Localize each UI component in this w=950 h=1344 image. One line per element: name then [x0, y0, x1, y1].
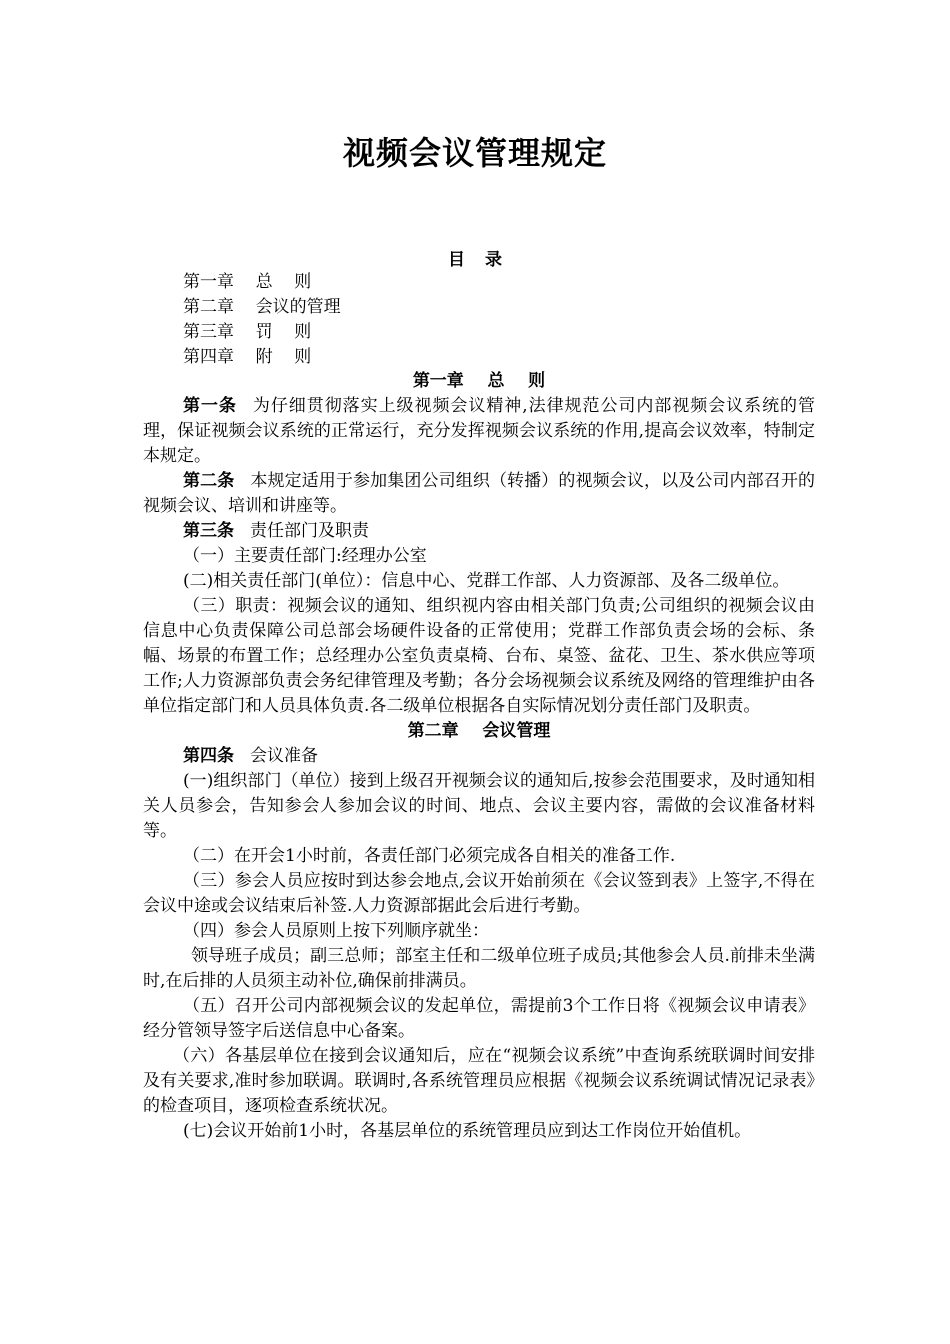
clause: （一）主要责任部门:经理办公室 — [183, 546, 427, 566]
document-body — [143, 369, 815, 1144]
chapter-2-heading: 第二章 会议管理 — [407, 721, 551, 741]
article-text: 会议准备 — [250, 746, 318, 766]
toc-item: 第三章 罚 则 — [183, 322, 312, 342]
clause: (七)会议开始前1小时，各基层单位的系统管理员应到达工作岗位开始值机。 — [183, 1121, 752, 1141]
clause: （四）参会人员原则上按下列顺序就坐： — [183, 921, 489, 941]
article-label: 第三条 — [183, 521, 234, 541]
article-label: 第一条 — [183, 396, 237, 416]
article-label: 第二条 — [183, 471, 235, 491]
chapter-1-heading: 第一章 总 则 — [412, 371, 546, 391]
clause: (一)组织部门（单位）接到上级召开视频会议的通知后,按参会范围要求，及时通知相关人员参会，告知参会人参加会议的时间、地点、会议主要内容，需做的会议准备材料等。 — [143, 771, 815, 841]
article-text: 本规定适用于参加集团公司组织（转播）的视频会议，以及公司内部召开的视频会议、培训和讲座等。 — [143, 471, 815, 516]
clause: 领导班子成员；副三总师；部室主任和二级单位班子成员;其他参会人员.前排未坐满时,在后排的人员须主动补位,确保前排满员。 — [143, 946, 815, 991]
document-title: 视频会议管理规定 — [342, 134, 607, 172]
article-text: 责任部门及职责 — [250, 521, 369, 541]
toc-item: 第四章 附 则 — [183, 347, 312, 367]
clause: （三）职责：视频会议的通知、组织视内容由相关部门负责;公司组织的视频会议由信息中心负责保障公司总部会场硬件设备的正常使用；党群工作部负责会场的会标、条幅、场景的布置工作；总经理办公室负责桌椅、台布、桌签、盆花、卫生、茶水供应等项工作;人力资源部负责会务纪律管理及考勤；各分会场视频会议系统及网络的管理维护由各单位指定部门和人员具体负责.各二级单位根据各自实际情况划分责任部门及职责。 — [143, 596, 815, 716]
clause: （五）召开公司内部视频会议的发起单位，需提前3个工作日将《视频会议申请表》经分管领导签字后送信息中心备案。 — [143, 996, 815, 1041]
toc-item: 第二章 会议的管理 — [183, 297, 341, 317]
article-1 — [143, 394, 815, 469]
clause: （三）参会人员应按时到达参会地点,会议开始前须在《会议签到表》上签字,不得在会议中途或会议结束后补签.人力资源部据此会后进行考勤。 — [143, 871, 815, 916]
clause: （二）在开会1小时前，各责任部门必须完成各自相关的准备工作. — [183, 846, 676, 866]
toc-item: 第一章 总 则 — [183, 272, 312, 292]
table-of-contents — [183, 270, 341, 370]
article-4 — [143, 744, 815, 769]
toc-heading: 目 录 — [448, 250, 502, 270]
article-2 — [143, 469, 815, 519]
article-label: 第四条 — [183, 746, 234, 766]
clause: (二)相关责任部门(单位）：信息中心、党群工作部、人力资源部、及各二级单位。 — [183, 571, 790, 591]
clause: （六）各基层单位在接到会议通知后，应在“视频会议系统”中查询系统联调时间安排及有关要求,准时参加联调。联调时,各系统管理员应根据《视频会议系统调试情况记录表》的检查项目，逐项检查系统状况。 — [143, 1046, 815, 1116]
article-text: 为仔细贯彻落实上级视频会议精神,法律规范公司内部视频会议系统的管理，保证视频会议系统的正常运行，充分发挥视频会议系统的作用,提高会议效率，特制定本规定。 — [143, 396, 816, 466]
article-3 — [143, 519, 815, 544]
